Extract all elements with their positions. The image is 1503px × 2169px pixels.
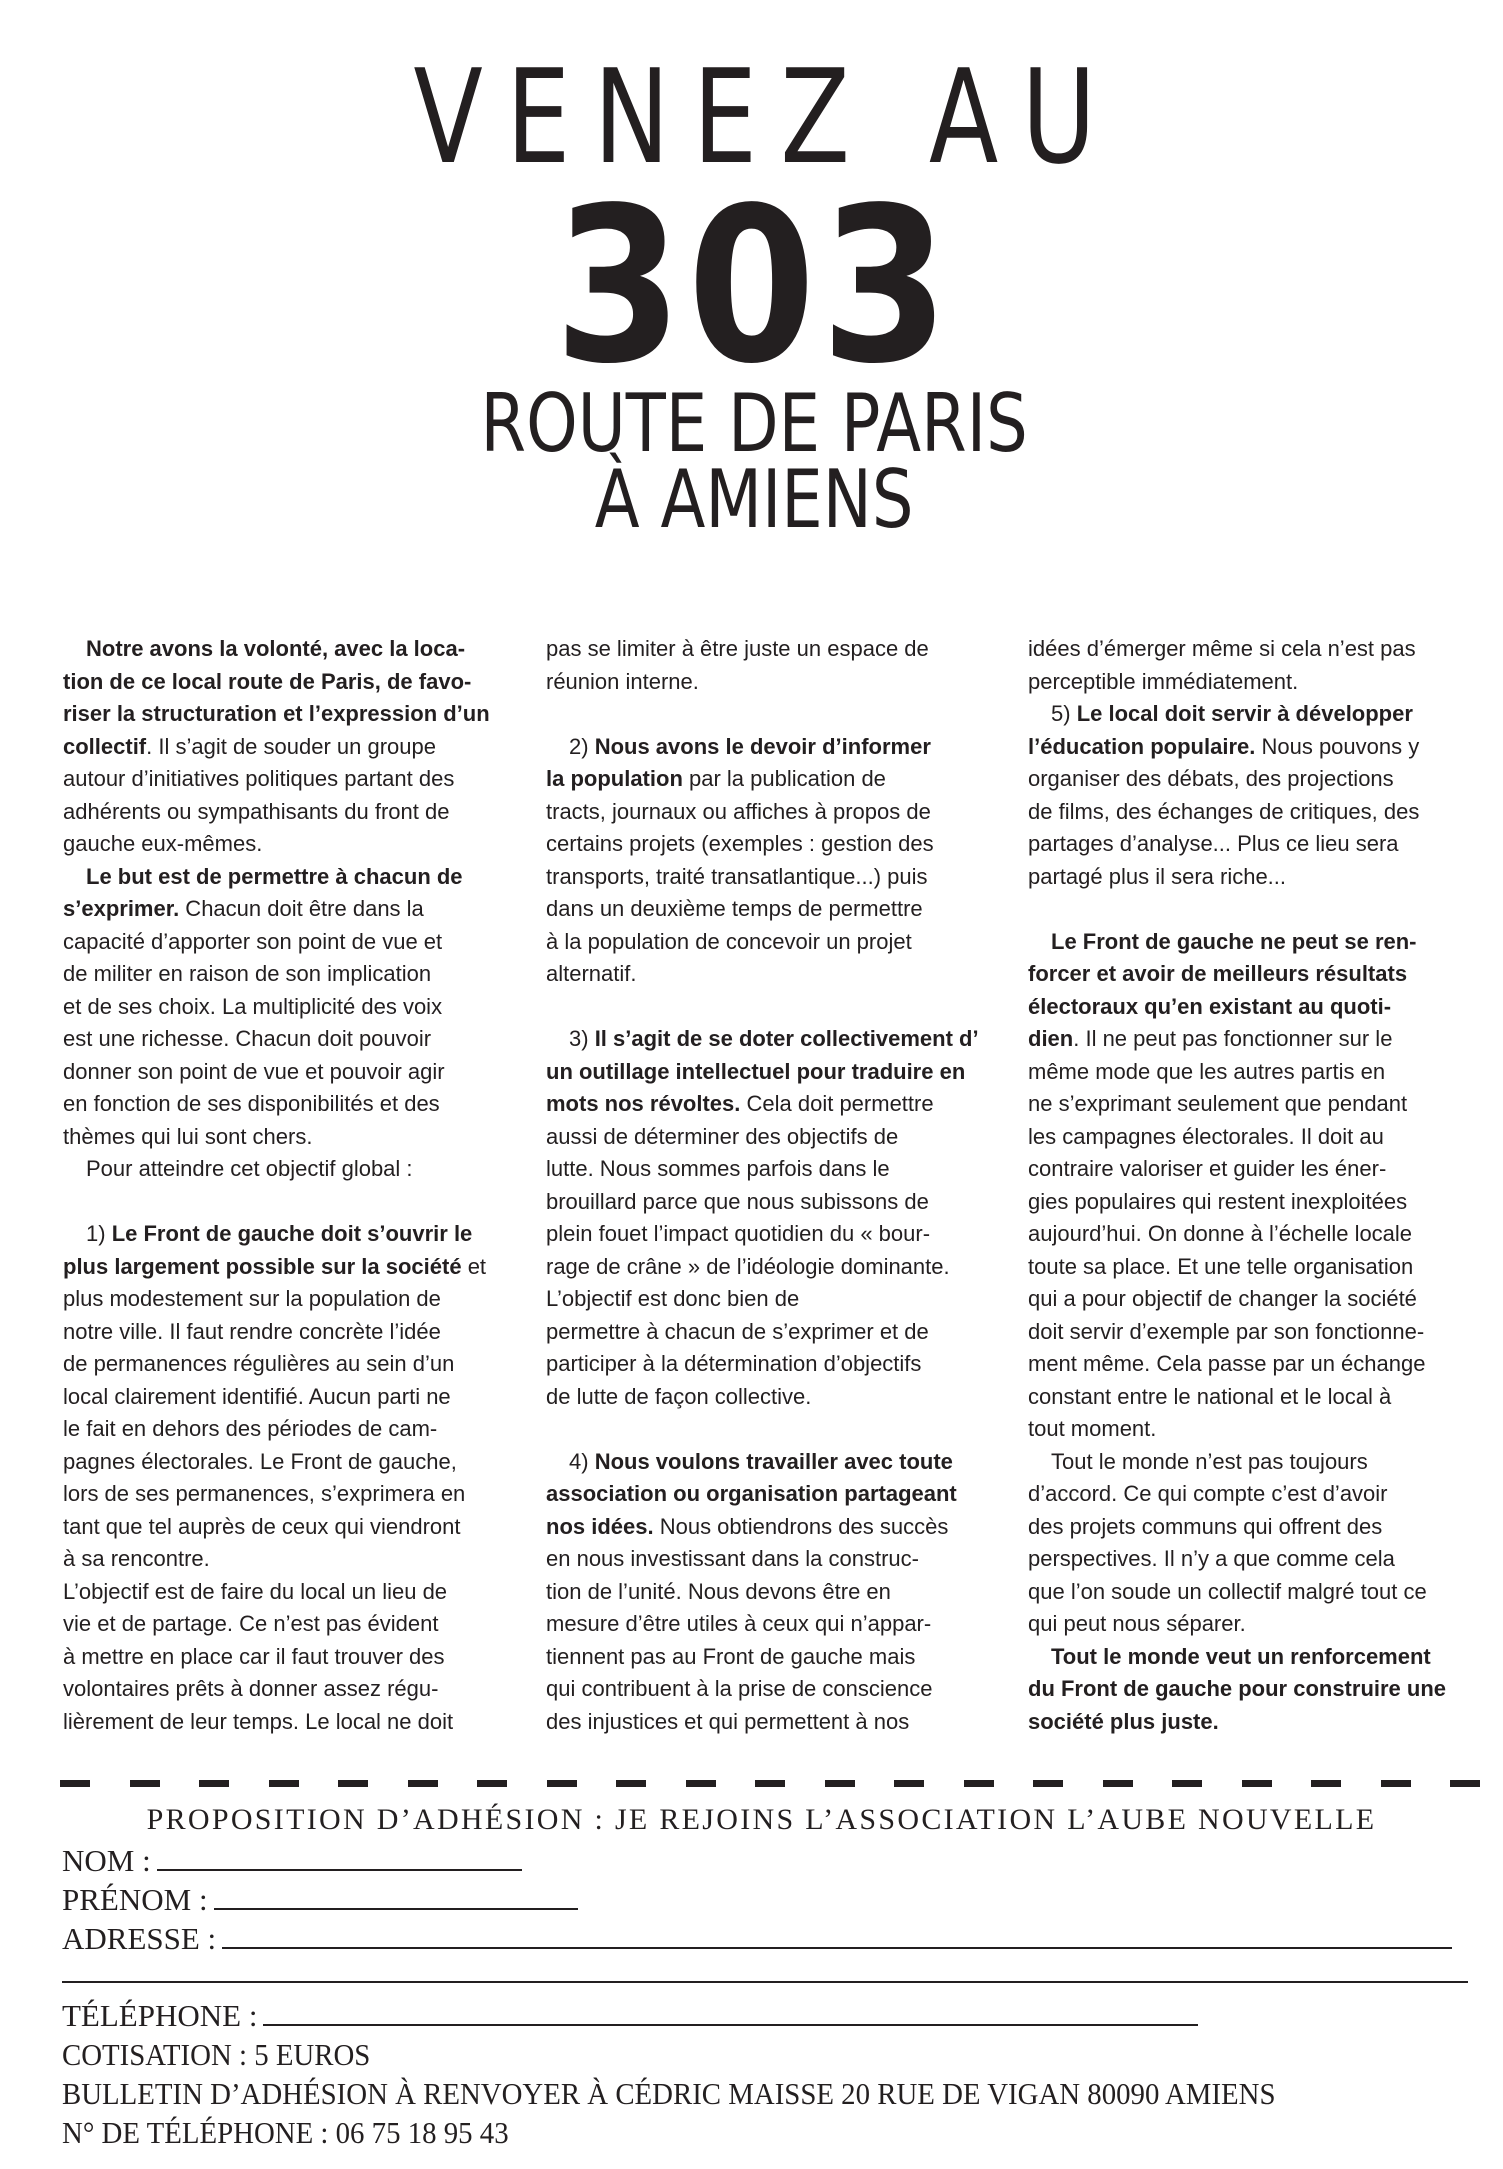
body-text: doit servir d’exemple par son fonctionne- xyxy=(1028,1318,1425,1344)
dash-segment xyxy=(408,1780,438,1787)
body-text: Nous pouvons y xyxy=(1255,733,1420,759)
dash-segment xyxy=(964,1780,994,1787)
body-text: le fait en dehors des périodes de cam- xyxy=(63,1416,438,1441)
bold-text: nos idées. xyxy=(546,1513,654,1539)
dash-segment xyxy=(825,1780,855,1787)
dash-segment xyxy=(1311,1780,1341,1787)
paragraph-gap xyxy=(546,698,996,731)
body-text: alternatif. xyxy=(546,961,637,986)
body-text: à sa rencontre. xyxy=(63,1546,210,1571)
text-line xyxy=(63,828,523,861)
paragraph-gap xyxy=(1028,893,1488,926)
body-text: Nous obtiendrons des succès xyxy=(653,1513,949,1539)
text-line xyxy=(63,1218,523,1251)
body-text: perspectives. Il n’y a que comme cela xyxy=(1028,1546,1395,1571)
body-text: idées d’émerger même si cela n’est pas xyxy=(1028,636,1416,661)
body-text: par la publication de xyxy=(682,766,886,791)
text-line xyxy=(1028,633,1488,666)
bold-text: s’exprimer. xyxy=(63,896,180,921)
text-line xyxy=(63,1511,523,1544)
text-line xyxy=(546,1186,996,1219)
text-line xyxy=(546,633,996,666)
text-line xyxy=(546,1608,996,1641)
body-text: d’accord. Ce qui compte c’est d’avoir xyxy=(1028,1481,1388,1506)
bold-text: Le local doit servir à développer xyxy=(1076,701,1413,726)
text-line xyxy=(546,1446,996,1479)
body-text: adhérents ou sympathisants du front de xyxy=(63,798,450,824)
text-line xyxy=(1028,1478,1488,1511)
body-text: autour d’initiatives politiques partant des xyxy=(63,766,455,791)
text-line xyxy=(63,1478,523,1511)
text-line xyxy=(1028,1381,1488,1414)
article-column-3 xyxy=(1028,633,1488,1738)
dash-segment xyxy=(338,1780,368,1787)
body-text: pas se limiter à être juste un espace de xyxy=(546,636,929,661)
text-line xyxy=(1028,1511,1488,1544)
text-line xyxy=(1028,1446,1488,1479)
field-adresse xyxy=(62,1919,1452,1958)
body-text: en fonction de ses disponibilités et des xyxy=(63,1091,440,1116)
bold-text: collectif xyxy=(63,733,147,759)
body-text: même mode que les autres partis en xyxy=(1028,1058,1386,1084)
bold-text: société plus juste. xyxy=(1028,1708,1219,1734)
cotisation-text xyxy=(62,2035,394,2074)
text-line xyxy=(63,1316,523,1349)
text-line xyxy=(1028,1283,1488,1316)
text-line xyxy=(546,1153,996,1186)
text-line xyxy=(546,1706,996,1739)
bold-text: forcer et avoir de meilleurs résultats xyxy=(1028,961,1408,986)
body-text: est une richesse. Chacun doit pouvoir xyxy=(63,1026,432,1051)
text-line xyxy=(63,991,523,1024)
text-line xyxy=(546,1121,996,1154)
text-line xyxy=(63,666,523,699)
text-line xyxy=(63,1381,523,1414)
dash-segment xyxy=(269,1780,299,1787)
nom-input-line[interactable] xyxy=(157,1843,522,1871)
article-column-1 xyxy=(63,633,523,1738)
text-line xyxy=(63,763,523,796)
bold-text: riser la structuration et l’expression d’un xyxy=(63,701,490,726)
body-text: Tout le monde n’est pas toujours xyxy=(1051,1448,1368,1474)
text-line xyxy=(1028,828,1488,861)
body-text: vie et de partage. Ce n’est pas évident xyxy=(63,1611,439,1636)
dash-segment xyxy=(547,1780,577,1787)
body-text: tout moment. xyxy=(1028,1416,1157,1441)
body-text: thèmes qui lui sont chers. xyxy=(63,1123,313,1149)
body-text: aujourd’hui. On donne à l’échelle locale xyxy=(1028,1221,1413,1246)
text-line xyxy=(546,1511,996,1544)
text-line xyxy=(1028,1608,1488,1641)
text-line xyxy=(63,698,523,731)
text-line xyxy=(1028,1023,1488,1056)
body-text: partagé plus il sera riche... xyxy=(1028,863,1287,889)
body-text: organiser des débats, des projections xyxy=(1028,766,1394,791)
text-line xyxy=(546,1478,996,1511)
dash-segment xyxy=(130,1780,160,1787)
body-text: constant entre le national et le local à xyxy=(1028,1383,1392,1409)
body-text: contraire valoriser et guider les éner- xyxy=(1028,1156,1387,1181)
text-line xyxy=(546,1218,996,1251)
body-text: participer à la détermination d’objectifs xyxy=(546,1351,922,1376)
text-line xyxy=(1028,1576,1488,1609)
text-line xyxy=(63,958,523,991)
headline-city: À AMIENS xyxy=(594,453,914,546)
body-text: qui contribuent à la prise de conscience xyxy=(546,1676,933,1701)
body-text: volontaires prêts à donner assez régu- xyxy=(63,1676,439,1701)
bold-text: Notre avons la volonté, avec la loca- xyxy=(86,636,466,661)
text-line xyxy=(1028,666,1488,699)
adresse-input-line[interactable] xyxy=(222,1921,1452,1949)
text-line xyxy=(1028,1218,1488,1251)
body-text: que l’on soude un collectif malgré tout ce xyxy=(1028,1578,1427,1604)
body-text: en nous investissant dans la construc- xyxy=(546,1546,919,1571)
text-line xyxy=(1028,763,1488,796)
body-text: à la population de concevoir un projet xyxy=(546,928,912,954)
body-text: L’objectif est donc bien de xyxy=(546,1286,800,1311)
body-text: de films, des échanges de critiques, des xyxy=(1028,798,1420,824)
dash-segment xyxy=(755,1780,785,1787)
text-line xyxy=(546,731,996,764)
text-line xyxy=(546,1088,996,1121)
text-line xyxy=(546,1576,996,1609)
text-line xyxy=(546,1251,996,1284)
telephone-label: TÉLÉPHONE : xyxy=(62,1998,258,2033)
text-line xyxy=(546,926,996,959)
body-text: certains projets (exemples : gestion des xyxy=(546,831,934,856)
body-text: toute sa place. Et une telle organisation xyxy=(1028,1253,1414,1279)
body-text: des projets communs qui offrent des xyxy=(1028,1513,1383,1539)
text-line xyxy=(63,796,523,829)
text-line xyxy=(63,1153,523,1186)
text-line xyxy=(1028,1316,1488,1349)
form-title: PROPOSITION D’ADHÉSION : JE REJOINS L’ASSOCIATION L’AUBE NOUVELLE xyxy=(146,1803,1377,1836)
text-line xyxy=(1028,926,1488,959)
text-line xyxy=(63,1576,523,1609)
bold-text: un outillage intellectuel pour traduire en xyxy=(546,1058,966,1084)
bold-text: électoraux qu’en existant au quoti- xyxy=(1028,993,1392,1019)
text-line xyxy=(546,1543,996,1576)
body-text: transports, traité transatlantique...) puis xyxy=(546,863,928,889)
cut-here-dashed-line xyxy=(60,1780,1480,1788)
text-line xyxy=(1028,1641,1488,1674)
bold-text: du Front de gauche pour construire une xyxy=(1028,1676,1447,1701)
body-text: tracts, journaux ou affiches à propos de xyxy=(546,798,931,824)
text-line xyxy=(1028,1706,1488,1739)
text-line xyxy=(1028,1121,1488,1154)
body-text: de militer en raison de son implication xyxy=(63,961,432,986)
body-text: les campagnes électorales. Il doit au xyxy=(1028,1123,1384,1149)
text-line xyxy=(546,796,996,829)
text-line xyxy=(546,893,996,926)
body-text: 2) xyxy=(569,733,595,759)
paragraph-gap xyxy=(546,991,996,1024)
body-text: des injustices et qui permettent à nos xyxy=(546,1708,910,1734)
dash-segment xyxy=(199,1780,229,1787)
body-text: permettre à chacun de s’exprimer et de xyxy=(546,1318,929,1344)
body-text: . Il ne peut pas fonctionner sur le xyxy=(1073,1026,1393,1051)
text-line xyxy=(1028,1056,1488,1089)
text-line xyxy=(63,1446,523,1479)
body-text: perceptible immédiatement. xyxy=(1028,668,1299,694)
dash-segment xyxy=(616,1780,646,1787)
bold-text: plus largement possible sur la société xyxy=(63,1253,462,1279)
text-line xyxy=(63,1056,523,1089)
field-prenom xyxy=(62,1880,578,1919)
body-text: lièrement de leur temps. Le local ne doit xyxy=(63,1708,454,1734)
text-line xyxy=(546,1283,996,1316)
bold-text: l’éducation populaire. xyxy=(1028,733,1256,759)
text-line xyxy=(1028,1673,1488,1706)
text-line xyxy=(63,1088,523,1121)
field-telephone xyxy=(62,1996,1198,2035)
headline-venez-au: VENEZ AU xyxy=(413,41,1120,193)
body-text: L’objectif est de faire du local un lieu de xyxy=(63,1578,448,1604)
text-line xyxy=(63,1706,523,1739)
field-nom xyxy=(62,1841,522,1880)
body-text: plus modestement sur la population de xyxy=(63,1286,441,1311)
adresse-input-line-2[interactable] xyxy=(62,1981,1468,1983)
text-line xyxy=(546,958,996,991)
text-line xyxy=(63,633,523,666)
text-line xyxy=(1028,1186,1488,1219)
body-text: et de ses choix. La multiplicité des voix xyxy=(63,993,443,1019)
text-line xyxy=(63,1673,523,1706)
contact-phone-text xyxy=(62,2113,542,2152)
text-line xyxy=(546,666,996,699)
body-text: capacité d’apporter son point de vue et xyxy=(63,928,443,954)
text-line xyxy=(1028,861,1488,894)
telephone-input-line[interactable] xyxy=(263,1998,1198,2026)
bold-text: la population xyxy=(546,766,683,791)
text-line xyxy=(1028,1543,1488,1576)
article-column-2 xyxy=(546,633,996,1738)
text-line xyxy=(546,1023,996,1056)
prenom-label: PRÉNOM : xyxy=(62,1882,208,1917)
bold-text: Nous avons le devoir d’informer xyxy=(594,733,931,759)
text-line xyxy=(63,861,523,894)
body-text: Pour atteindre cet objectif global : xyxy=(86,1156,413,1181)
body-text: de lutte de façon collective. xyxy=(546,1383,812,1409)
body-text: de permanences régulières au sein d’un xyxy=(63,1351,455,1376)
text-line xyxy=(63,1608,523,1641)
bulletin-address: BULLETIN D’ADHÉSION À RENVOYER À CÉDRIC MAISSE 20 RUE DE VIGAN 80090 AMIENS xyxy=(62,2076,1276,2111)
bold-text: Le but est de permettre à chacun de xyxy=(86,863,463,889)
body-text: lors de ses permanences, s’exprimera en xyxy=(63,1481,466,1506)
bold-text: tion de ce local route de Paris, de favo- xyxy=(63,668,472,694)
body-text: rage de crâne » de l’idéologie dominante. xyxy=(546,1253,950,1279)
text-line xyxy=(546,1056,996,1089)
text-line xyxy=(1028,698,1488,731)
text-line xyxy=(63,926,523,959)
text-line xyxy=(63,1413,523,1446)
paragraph-gap xyxy=(546,1413,996,1446)
body-text: à mettre en place car il faut trouver des xyxy=(63,1643,445,1669)
text-line xyxy=(546,1316,996,1349)
body-text: mesure d’être utiles à ceux qui n’appar- xyxy=(546,1611,932,1636)
body-text: gauche eux-mêmes. xyxy=(63,831,263,856)
body-text: notre ville. Il faut rendre concrète l’idée xyxy=(63,1318,441,1344)
dash-segment xyxy=(894,1780,924,1787)
body-text: partages d’analyse... Plus ce lieu sera xyxy=(1028,831,1399,856)
body-text: tion de l’unité. Nous devons être en xyxy=(546,1578,891,1604)
dash-segment xyxy=(477,1780,507,1787)
nom-label: NOM : xyxy=(62,1843,151,1878)
dash-segment xyxy=(1172,1780,1202,1787)
text-line xyxy=(1028,731,1488,764)
text-line xyxy=(63,1251,523,1284)
body-text: local clairement identifié. Aucun parti ne xyxy=(63,1383,451,1409)
text-line xyxy=(63,1121,523,1154)
paragraph-gap xyxy=(63,1186,523,1219)
dash-segment xyxy=(686,1780,716,1787)
text-line xyxy=(546,1641,996,1674)
text-line xyxy=(63,1023,523,1056)
prenom-input-line[interactable] xyxy=(214,1882,578,1910)
body-text: donner son point de vue et pouvoir agir xyxy=(63,1058,445,1084)
body-text: qui peut nous séparer. xyxy=(1028,1611,1246,1636)
text-line xyxy=(1028,796,1488,829)
text-line xyxy=(63,731,523,764)
text-line xyxy=(1028,1251,1488,1284)
body-text: 3) xyxy=(569,1026,595,1051)
text-line xyxy=(546,828,996,861)
text-line xyxy=(63,1543,523,1576)
body-text: qui a pour objectif de changer la société xyxy=(1028,1286,1417,1311)
text-line xyxy=(1028,991,1488,1024)
body-text: pagnes électorales. Le Front de gauche, xyxy=(63,1448,457,1474)
body-text: ment même. Cela passe par un échange xyxy=(1028,1351,1426,1376)
body-text: et xyxy=(461,1253,487,1279)
cotisation-value: COTISATION : 5 EUROS xyxy=(62,2037,371,2072)
bold-text: Le Front de gauche doit s’ouvrir le xyxy=(111,1221,473,1246)
body-text: . Il s’agit de souder un groupe xyxy=(146,733,436,759)
dash-segment xyxy=(1381,1780,1411,1787)
text-line xyxy=(63,893,523,926)
text-line xyxy=(1028,1153,1488,1186)
text-line xyxy=(546,1673,996,1706)
dash-segment xyxy=(1450,1780,1480,1787)
headline-street-name: ROUTE DE PARIS xyxy=(480,377,1028,470)
contact-phone-number: N° DE TÉLÉPHONE : 06 75 18 95 43 xyxy=(62,2115,509,2150)
text-line xyxy=(1028,958,1488,991)
text-line xyxy=(546,861,996,894)
text-line xyxy=(1028,1348,1488,1381)
bold-text: association ou organisation partageant xyxy=(546,1481,957,1506)
dash-segment xyxy=(1033,1780,1063,1787)
text-line xyxy=(1028,1088,1488,1121)
body-text: dans un deuxième temps de permettre xyxy=(546,896,923,921)
headline-street-number: 303 xyxy=(554,162,954,411)
body-text: gies populaires qui restent inexploitées xyxy=(1028,1188,1408,1214)
bold-text: dien xyxy=(1028,1026,1074,1051)
text-line xyxy=(63,1283,523,1316)
body-text: 1) xyxy=(86,1221,112,1246)
text-line xyxy=(63,1641,523,1674)
text-line xyxy=(546,1381,996,1414)
dash-segment xyxy=(1103,1780,1133,1787)
body-text: tant que tel auprès de ceux qui viendront xyxy=(63,1513,461,1539)
bold-text: Tout le monde veut un renforcement xyxy=(1051,1643,1431,1669)
body-text: tiennent pas au Front de gauche mais xyxy=(546,1643,916,1669)
text-line xyxy=(546,1348,996,1381)
body-text: réunion interne. xyxy=(546,668,699,694)
text-line xyxy=(1028,1413,1488,1446)
body-text: ne s’exprimant seulement que pendant xyxy=(1028,1091,1408,1116)
adresse-label: ADRESSE : xyxy=(62,1921,217,1956)
text-line xyxy=(546,763,996,796)
body-text: aussi de déterminer des objectifs de xyxy=(546,1123,899,1149)
body-text: plein fouet l’impact quotidien du « bour- xyxy=(546,1221,931,1246)
body-text: Cela doit permettre xyxy=(740,1091,934,1116)
bulletin-text xyxy=(62,2074,1367,2113)
dash-segment xyxy=(1242,1780,1272,1787)
body-text: 5) xyxy=(1051,701,1077,726)
bold-text: mots nos révoltes. xyxy=(546,1091,741,1116)
bold-text: Le Front de gauche ne peut se ren- xyxy=(1051,928,1417,954)
bold-text: Nous voulons travailler avec toute xyxy=(594,1448,953,1474)
body-text: 4) xyxy=(569,1448,595,1474)
body-text: Chacun doit être dans la xyxy=(179,896,424,921)
dash-segment xyxy=(60,1780,90,1787)
body-text: lutte. Nous sommes parfois dans le xyxy=(546,1156,890,1181)
text-line xyxy=(63,1348,523,1381)
body-text: brouillard parce que nous subissons de xyxy=(546,1188,929,1214)
bold-text: Il s’agit de se doter collectivement d’ xyxy=(594,1026,979,1051)
